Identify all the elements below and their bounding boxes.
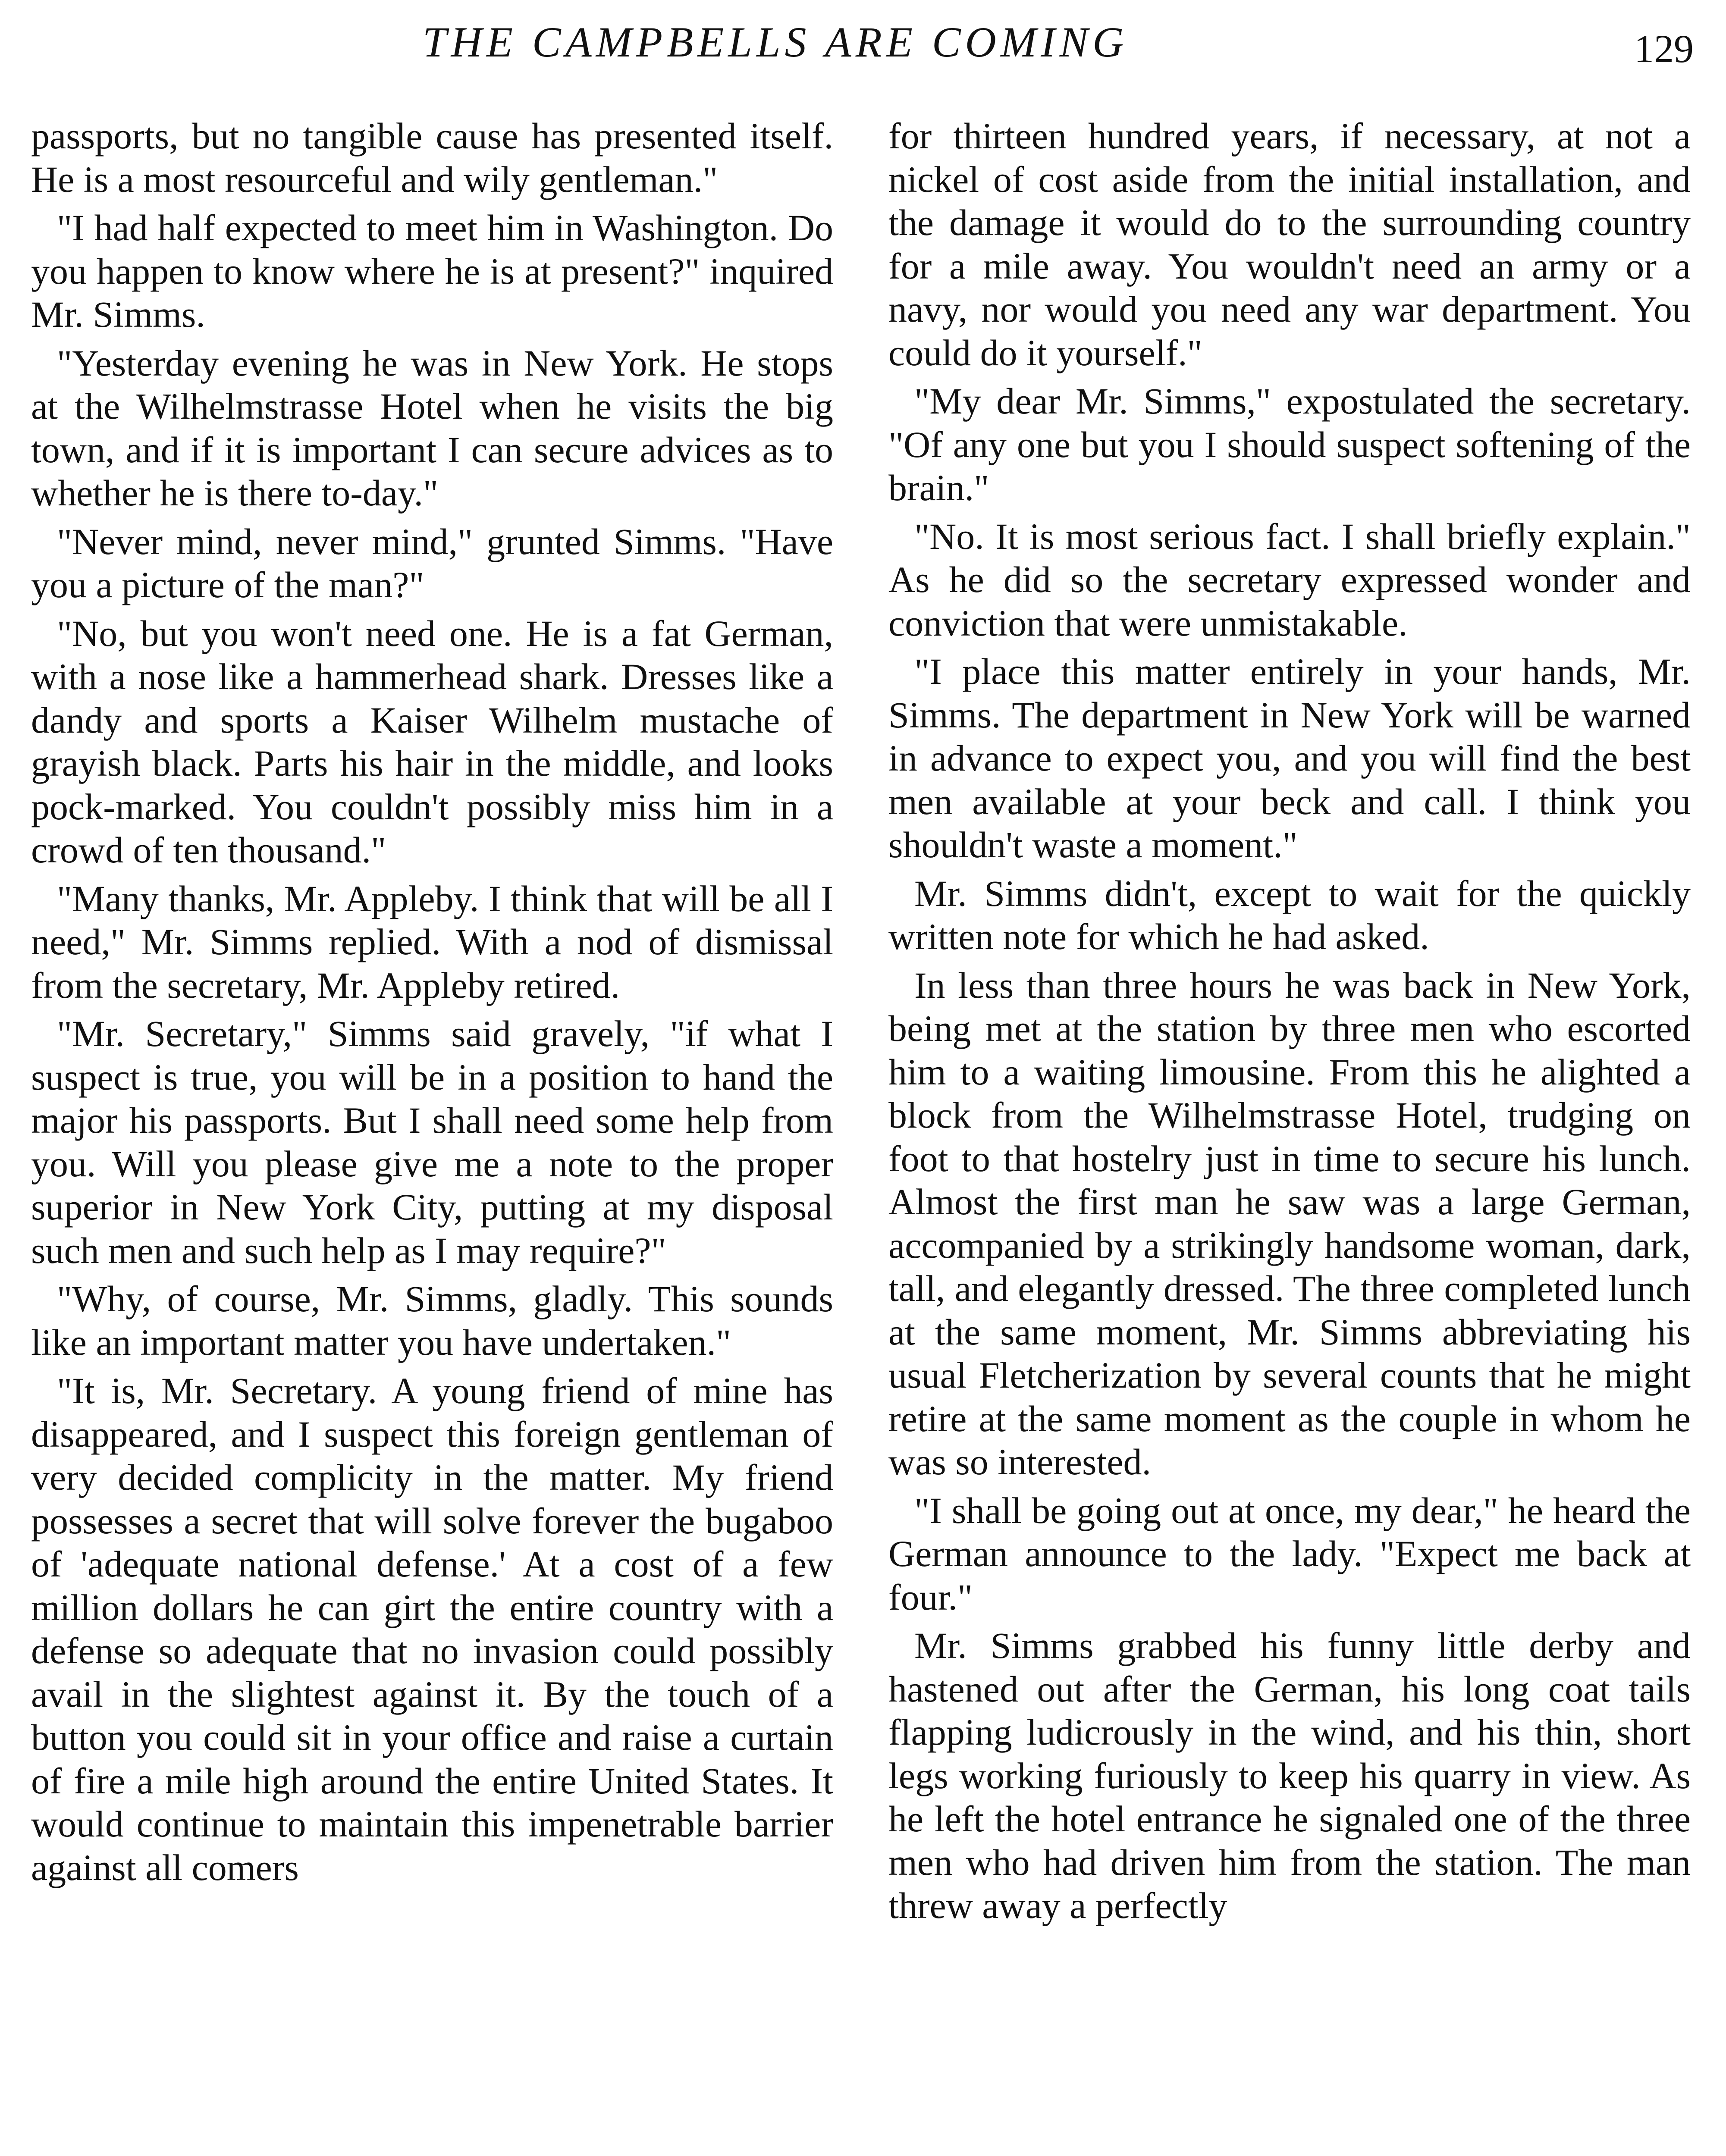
paragraph: "Why, of course, Mr. Simms, gladly. This sounds like an important matter you have undertaken." (31, 1278, 833, 1363)
paragraph: "I place this matter entirely in your hands, Mr. Simms. The department in New York will be warned in advance to expect you, and you will find the best men available at your beck and call. I think you shouldn't waste a moment." (888, 651, 1691, 865)
paragraph: In less than three hours he was back in New York, being met at the station by three men who escorted him to a waiting limousine. From this he alighted a block from the Wilhelmstrasse Hotel, trudging on foot to that hostelry just in time to secure his lunch. Almost the first man he saw was a large German, accompanied by a strikingly handsome woman, dark, tall, and elegantly dressed. The three completed lunch at the same moment, Mr. Simms abbreviating his usual Fletcherization by several counts that he might retire at the same moment as the couple in whom he was so interested. (888, 964, 1691, 1482)
paragraph: Mr. Simms grabbed his funny little derby and hastened out after the German, his long coat tails flapping ludicrously in the wind, and his thin, short legs working furiously to keep his quarry in view. As he left the hotel entrance he signaled one of the three men who had driven him from the station. The man threw away a perfectly (888, 1625, 1691, 1926)
paragraph: for thirteen hundred years, if necessary, at not a nickel of cost aside from the initial installation, and the damage it would do to the surrounding country for a mile away. You wouldn't need an army or a navy, nor would you need any war department. You could do it yourself." (888, 115, 1691, 373)
paragraph: "No, but you won't need one. He is a fat German, with a nose like a hammerhead shark. Dresses like a dandy and sports a Kaiser Wilhelm mustache of grayish black. Parts his hair in the middle, and looks pock-marked. You couldn't possibly miss him in a crowd of ten thousand." (31, 612, 833, 871)
paragraph: "I shall be going out at once, my dear," he heard the German announce to the lady. "Expect me back at four." (888, 1489, 1691, 1618)
paragraph: "I had half expected to meet him in Washington. Do you happen to know where he is at present?" inquired Mr. Simms. (31, 207, 833, 335)
paragraph: "Many thanks, Mr. Appleby. I think that will be all I need," Mr. Simms replied. With a nod of dismissal from the secretary, Mr. Appleby retired. (31, 877, 833, 1006)
paragraph: "My dear Mr. Simms," expostulated the secretary. "Of any one but you I should suspect softening of the brain." (888, 380, 1691, 508)
page-number: 129 (1634, 27, 1694, 71)
running-title: THE CAMPBELLS ARE COMING (423, 18, 1128, 66)
paragraph: Mr. Simms didn't, except to wait for the quickly written note for which he had asked. (888, 872, 1691, 957)
paragraph: "Never mind, never mind," grunted Simms. "Have you a picture of the man?" (31, 520, 833, 605)
left-column (31, 114, 833, 1894)
paragraph: "No. It is most serious fact. I shall briefly explain." As he did so the secretary expressed wonder and conviction that were unmistakable. (888, 515, 1691, 644)
page-header (0, 0, 1726, 73)
paragraph: "Yesterday evening he was in New York. He stops at the Wilhelmstrasse Hotel when he visits the big town, and if it is important I can secure advices as to whether he is there to-day." (31, 342, 833, 514)
right-column (888, 114, 1691, 1933)
paragraph: passports, but no tangible cause has presented itself. He is a most resourceful and wily gentleman." (31, 115, 833, 200)
paragraph: "Mr. Secretary," Simms said gravely, "if what I suspect is true, you will be in a position to hand the major his passports. But I shall need some help from you. Will you please give me a note to the proper superior in New York City, putting at my disposal such men and such help as I may require?" (31, 1013, 833, 1271)
paragraph: "It is, Mr. Secretary. A young friend of mine has disappeared, and I suspect this foreign gentleman of very decided complicity in the matter. My friend possesses a secret that will solve forever the bugaboo of 'adequate national defense.' At a cost of a few million dollars he can girt the entire country with a defense so adequate that no invasion could possibly avail in the slightest against it. By the touch of a button you could sit in your office and raise a curtain of fire a mile high around the entire United States. It would continue to maintain this impenetrable barrier against all comers (31, 1370, 833, 1888)
